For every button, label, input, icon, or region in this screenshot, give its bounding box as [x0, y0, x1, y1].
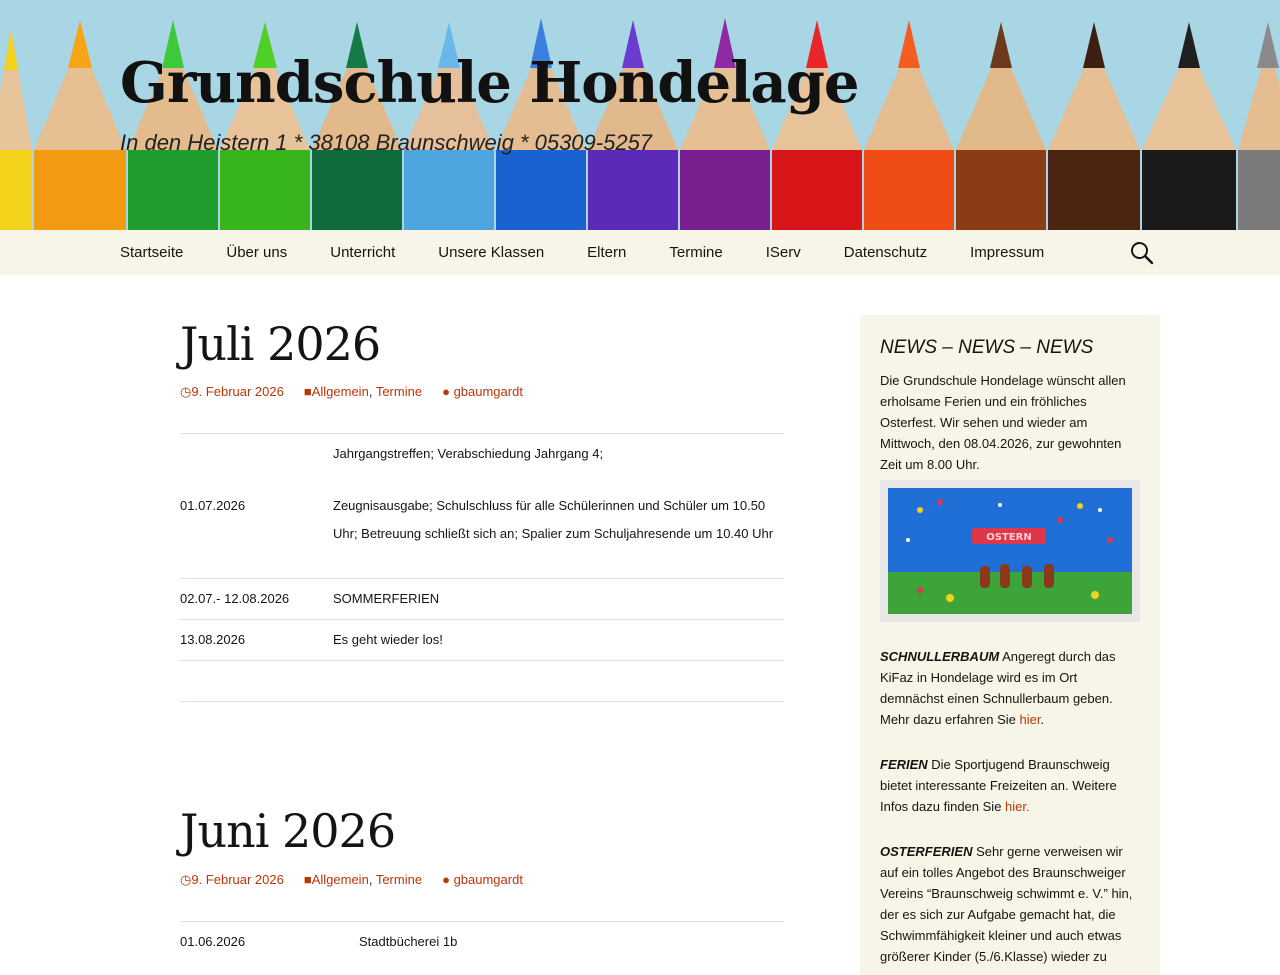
ferien-news: FERIEN Die Sportjugend Braunschweig bietet interessante Freizeiten an. Weitere Infos dazu finden Sie hier.	[880, 757, 1117, 814]
nav-item-datenschutz[interactable]: Datenschutz	[843, 244, 928, 261]
category-link-termine[interactable]: Termine	[375, 872, 423, 887]
nav-item-ueber-uns[interactable]: Über uns	[226, 244, 288, 261]
main-navigation	[0, 230, 1280, 275]
nav-item-termine[interactable]: Termine	[669, 244, 723, 261]
widget-title: NEWS – NEWS – NEWS	[880, 337, 1094, 358]
table-cell: Jahrgangstreffen; Verabschiedung Jahrgang 4;	[333, 446, 604, 461]
nav-item-eltern[interactable]: Eltern	[587, 244, 627, 261]
news-heading: OSTERFERIEN	[880, 844, 973, 859]
table-cell-date: 02.07.- 12.08.2026	[180, 591, 290, 606]
nav-item-impressum[interactable]: Impressum	[970, 244, 1045, 261]
osterferien-news: OSTERFERIEN Sehr gerne verweisen wir auf ein tolles Angebot des Braunschweiger Vereins “Braunschweig schwimmt e. V.” hin, der es sich zur Aufgabe gemacht hat, die Schwimmfähigkeit kleiner und auch etwas größerer Kinder (5./6.Klasse) wieder zu	[880, 844, 1133, 964]
post-separator	[180, 701, 784, 702]
table-divider	[180, 921, 784, 922]
nav-menu	[120, 230, 1087, 275]
drawing-label: OSTERN	[986, 532, 1032, 543]
easter-drawing-image[interactable]	[880, 480, 1140, 622]
table-cell-date: 01.07.2026	[180, 498, 246, 513]
post-meta	[180, 384, 523, 400]
post-author-link[interactable]: ● gbaumgardt	[442, 872, 523, 887]
category-link-allgemein[interactable]: Allgemein	[311, 384, 369, 399]
news-heading: FERIEN	[880, 757, 928, 772]
category-link-allgemein[interactable]: Allgemein	[311, 872, 369, 887]
site-description: In den Heistern 1 * 38108 Braunschweig * 05309-5257	[120, 130, 653, 155]
table-cell: Es geht wieder los!	[333, 632, 443, 647]
post-categories	[304, 384, 422, 400]
schnullerbaum-link[interactable]: hier	[1019, 712, 1041, 727]
table-cell-date: 01.06.2026	[180, 934, 246, 949]
news-heading: SCHNULLERBAUM	[880, 649, 1000, 664]
table-cell-date: 13.08.2026	[180, 632, 246, 647]
folder-icon: ■	[303, 384, 312, 399]
clock-icon: ◷	[180, 384, 192, 399]
category-link-termine[interactable]: Termine	[375, 384, 423, 399]
post-date-link[interactable]: ◷9. Februar 2026	[180, 384, 284, 399]
clock-icon: ◷	[180, 872, 192, 887]
user-icon: ●	[442, 384, 450, 399]
nav-item-startseite[interactable]: Startseite	[120, 244, 184, 261]
nav-item-unsere-klassen[interactable]: Unsere Klassen	[438, 244, 545, 261]
site-header	[0, 0, 1280, 230]
post-date-link[interactable]: ◷9. Februar 2026	[180, 872, 284, 887]
table-cell: Uhr; Betreuung schließt sich an; Spalier zum Schuljahresende um 10.40 Uhr	[333, 526, 774, 541]
post-categories	[304, 872, 422, 888]
table-divider	[180, 433, 784, 434]
table-cell: Stadtbücherei 1b	[359, 934, 458, 949]
user-icon: ●	[442, 872, 450, 887]
ferien-link[interactable]: hier.	[1005, 799, 1030, 814]
news-intro-text: Die Grundschule Hondelage wünscht allen erholsame Ferien und ein fröhliches Osterfest. Wir sehen und wieder am Mittwoch, den 08.04.2026, zur gewohnten Zeit um 8.00 Uhr.	[880, 373, 1126, 472]
search-icon[interactable]	[1130, 241, 1154, 265]
table-divider	[180, 619, 784, 620]
nav-item-iserv[interactable]: IServ	[765, 244, 801, 261]
table-cell: Zeugnisausgabe; Schulschluss für alle Schülerinnen und Schüler um 10.50	[333, 498, 766, 513]
post-title[interactable]: Juli 2026	[180, 317, 381, 371]
post-title[interactable]: Juni 2026	[180, 804, 396, 858]
table-divider	[180, 660, 784, 661]
post-author-link[interactable]: ● gbaumgardt	[442, 384, 523, 399]
table-cell: SOMMERFERIEN	[333, 591, 440, 606]
schnullerbaum-news: SCHNULLERBAUM Angeregt durch das KiFaz in Hondelage wird es im Ort demnächst einen Schnullerbaum geben. Mehr dazu erfahren Sie hier.	[880, 649, 1116, 727]
category-separator: ,	[368, 384, 373, 399]
folder-icon: ■	[303, 872, 312, 887]
site-title[interactable]: Grundschule Hondelage	[120, 50, 859, 116]
category-separator: ,	[368, 872, 373, 887]
table-divider	[180, 578, 784, 579]
post-meta	[180, 872, 523, 888]
nav-item-unterricht[interactable]: Unterricht	[330, 244, 396, 261]
